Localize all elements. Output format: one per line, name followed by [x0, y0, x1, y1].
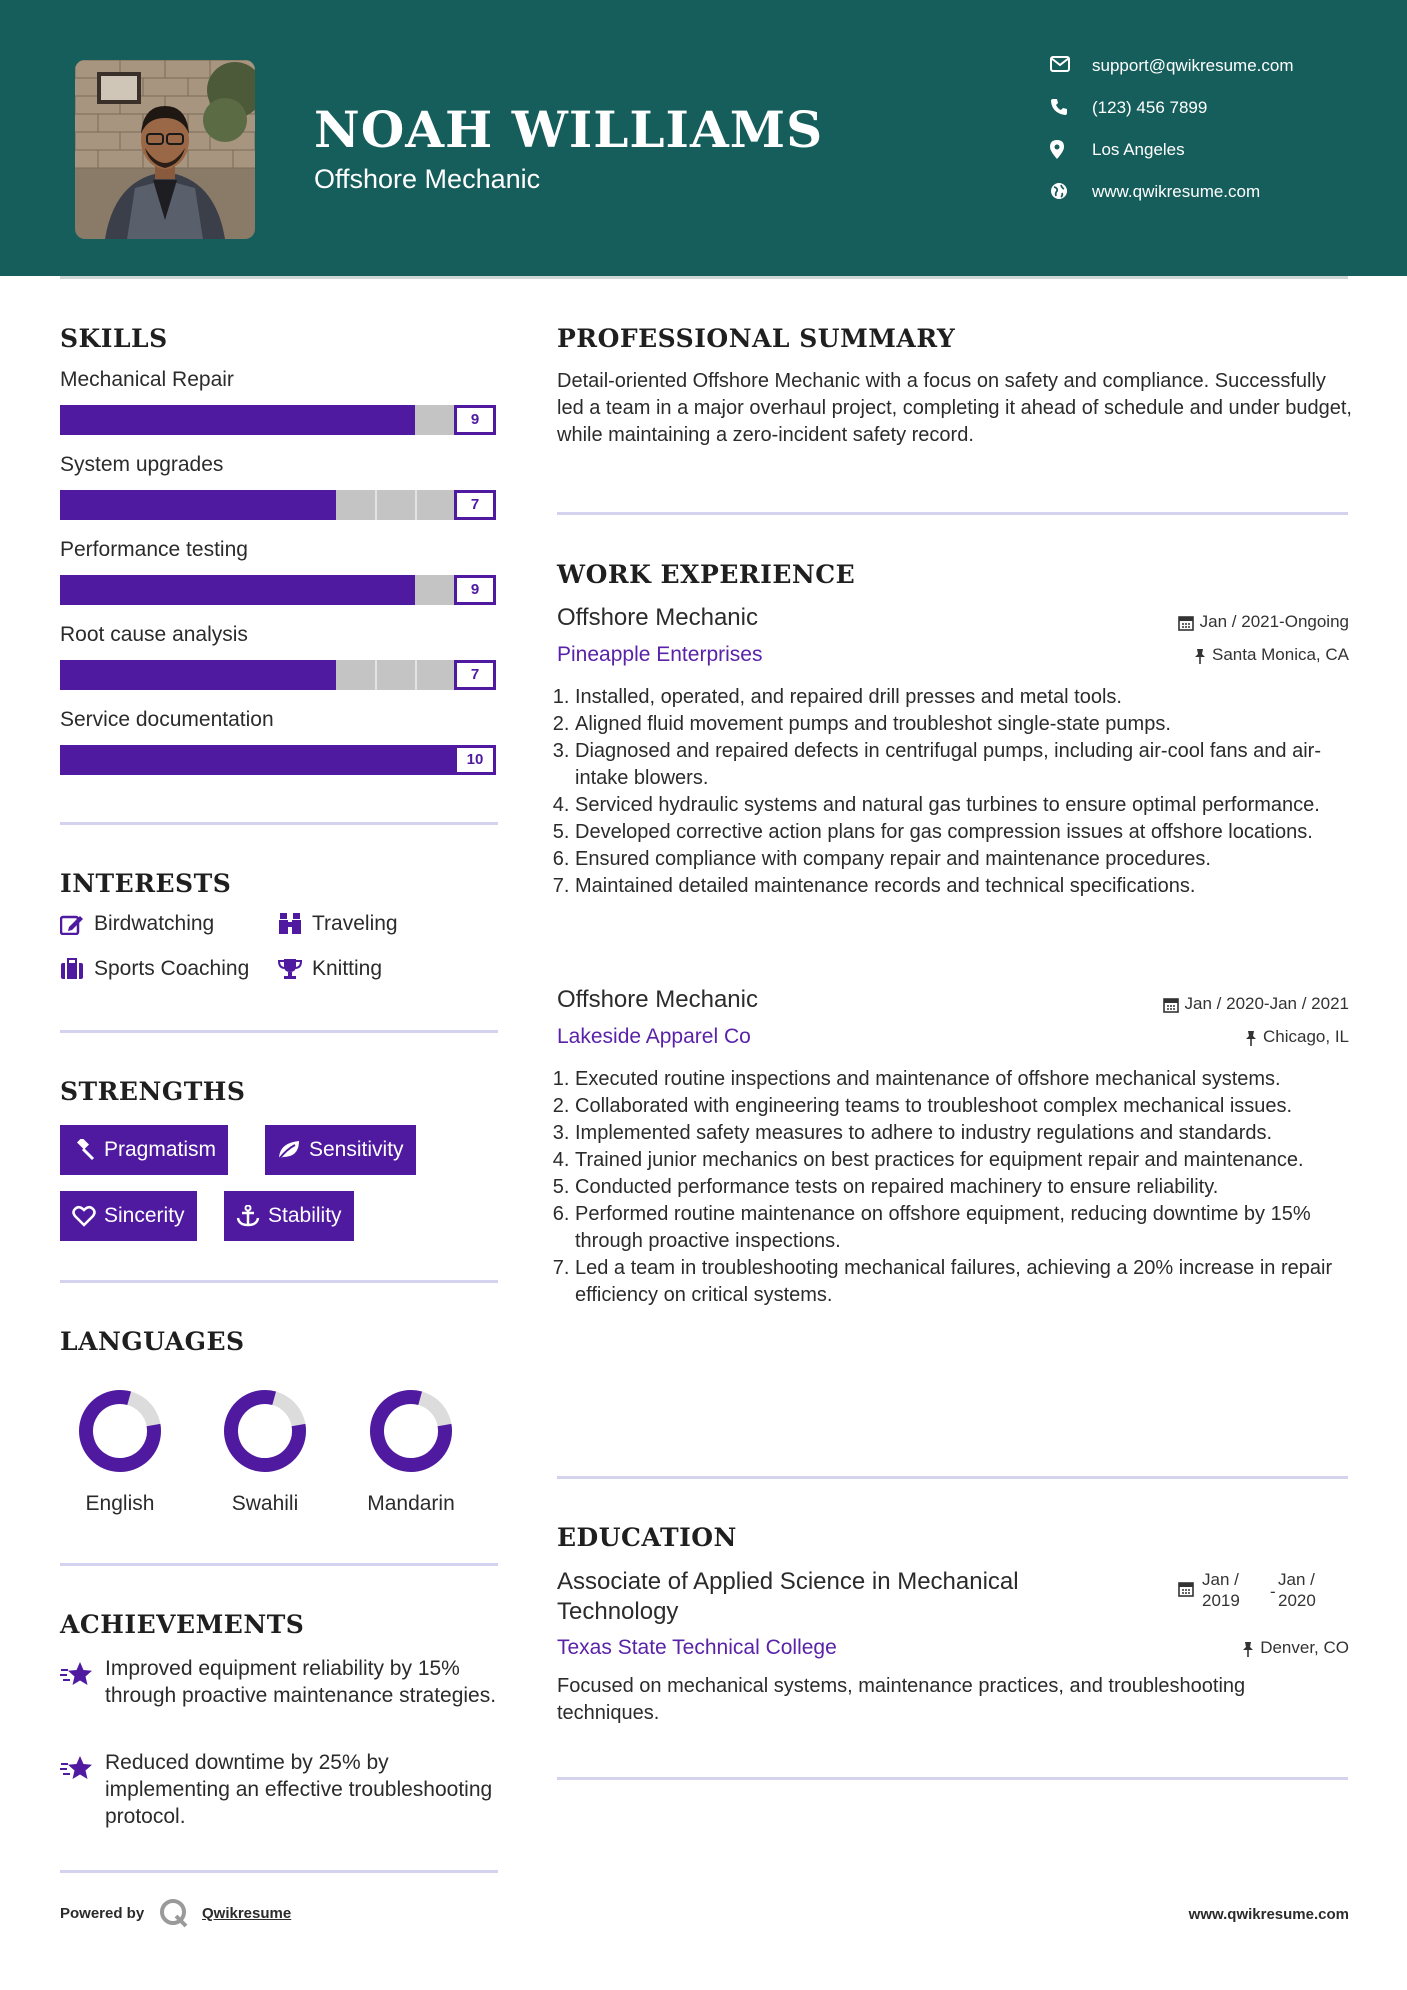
- strength-label: Pragmatism: [104, 1138, 217, 1161]
- education-start-year: 2019: [1202, 1591, 1240, 1610]
- globe-icon: [1050, 182, 1072, 202]
- interest-label: Traveling: [312, 912, 398, 935]
- contact-location: [1050, 140, 1350, 160]
- powered-by-text: Powered by: [60, 1905, 145, 1922]
- skill-level-badge: 9: [454, 575, 496, 605]
- skill-level-badge: 7: [454, 660, 496, 690]
- skill-bar-fill: [60, 405, 415, 435]
- skill-label: Service documentation: [60, 708, 274, 731]
- strength-tag: [60, 1125, 228, 1175]
- qwikresume-logo-icon: [158, 1897, 190, 1929]
- pushpin-icon: [1194, 648, 1206, 664]
- contact-website[interactable]: [1050, 182, 1350, 202]
- language-label: English: [85, 1492, 155, 1515]
- section-divider: [60, 1030, 498, 1033]
- job-location: [1194, 645, 1349, 665]
- language-label: Mandarin: [367, 1492, 455, 1515]
- skill-bar-fill: [60, 660, 336, 690]
- strength-label: Stability: [268, 1204, 342, 1227]
- anchor-icon: [236, 1205, 260, 1227]
- contact-location-text: Los Angeles: [1092, 140, 1185, 159]
- leaf-icon: [277, 1139, 301, 1161]
- job-title: Offshore Mechanic: [557, 604, 758, 631]
- job-bullet: 1. Executed routine inspections and maintenance of offshore mechanical systems.: [575, 1066, 1352, 1093]
- footer-website-link[interactable]: www.qwikresume.com: [1188, 1906, 1349, 1923]
- pencil-icon: [60, 913, 84, 935]
- section-divider: [60, 1870, 498, 1873]
- language-ring-chart: [366, 1386, 456, 1476]
- languages-heading: LANGUAGES: [60, 1327, 245, 1356]
- skill-level-badge: 9: [454, 405, 496, 435]
- job-bullets: [557, 1066, 1352, 1309]
- section-divider: [60, 1563, 498, 1566]
- language-ring: [75, 1386, 165, 1481]
- language-ring-chart: [220, 1386, 310, 1476]
- education-location: [1242, 1638, 1349, 1658]
- section-divider: [60, 1280, 498, 1283]
- education-heading: EDUCATION: [557, 1523, 737, 1552]
- skill-bar-segment: [375, 490, 377, 520]
- skill-bar: [60, 490, 496, 520]
- job-bullet: 6. Performed routine maintenance on offshore equipment, reducing downtime by 15% through proactive inspections.: [575, 1201, 1352, 1255]
- section-divider: [60, 822, 498, 825]
- summary-text: Detail-oriented Offshore Mechanic with a focus on safety and compliance. Successfully led a team in a major overhaul project, completing it ahead of schedule and under budget, while maintaining a zero-incident safety record.: [557, 370, 1352, 446]
- interests-heading: INTERESTS: [60, 869, 232, 898]
- interest-item: [60, 957, 249, 981]
- skill-label: Performance testing: [60, 538, 248, 561]
- contact-phone[interactable]: [1050, 98, 1350, 118]
- envelope-icon: [1050, 56, 1072, 76]
- interest-item: [278, 912, 398, 936]
- strength-tag: [60, 1191, 197, 1241]
- contact-email-text: support@qwikresume.com: [1092, 56, 1294, 75]
- skill-label: Root cause analysis: [60, 623, 248, 646]
- education-end-year: 2020: [1278, 1591, 1316, 1610]
- star-icon: [60, 1661, 94, 1687]
- skill-label: System upgrades: [60, 453, 224, 476]
- job-bullet: 3. Implemented safety measures to adhere to industry regulations and standards.: [575, 1120, 1352, 1147]
- job-bullet: 1. Installed, operated, and repaired drill presses and metal tools.: [575, 684, 1352, 711]
- strengths-heading: STRENGTHS: [60, 1077, 246, 1106]
- briefcase-icon: [60, 958, 84, 980]
- strength-tag: [265, 1125, 416, 1175]
- job-dates-text: Jan / 2020-Jan / 2021: [1184, 994, 1349, 1013]
- skill-bar-segment: [415, 660, 417, 690]
- job-dates-text: Jan / 2021-Ongoing: [1199, 612, 1349, 631]
- education-date-separator: -: [1270, 1582, 1276, 1601]
- pushpin-icon: [1242, 1641, 1254, 1657]
- job-bullets: [557, 684, 1352, 900]
- skill-level-badge: 10: [454, 745, 496, 775]
- calendar-icon: [1178, 615, 1194, 631]
- education-end-month: Jan /: [1278, 1570, 1315, 1589]
- achievement-text: Reduced downtime by 25% by implementing an effective troubleshooting protocol.: [105, 1751, 493, 1828]
- interest-label: Knitting: [312, 957, 383, 980]
- phone-icon: [1050, 98, 1072, 118]
- job-bullet: 2. Aligned fluid movement pumps and troubleshot single-state pumps.: [575, 711, 1352, 738]
- company-name: Lakeside Apparel Co: [557, 1025, 751, 1048]
- interest-item: [278, 957, 382, 981]
- experience-heading: WORK EXPERIENCE: [557, 560, 856, 589]
- job-bullet: 6. Ensured compliance with company repair and maintenance procedures.: [575, 846, 1352, 873]
- candidate-role: Offshore Mechanic: [314, 164, 541, 194]
- degree-title: Associate of Applied Science in Mechanical Technology: [557, 1568, 1019, 1625]
- job-dates: [1163, 994, 1349, 1014]
- summary-heading: PROFESSIONAL SUMMARY: [557, 324, 956, 353]
- language-ring: [366, 1386, 456, 1481]
- job-bullet: 4. Serviced hydraulic systems and natural gas turbines to ensure optimal performance.: [575, 792, 1352, 819]
- skill-bar-fill: [60, 490, 336, 520]
- interest-label: Sports Coaching: [94, 957, 250, 980]
- education-start-month: Jan /: [1202, 1570, 1239, 1589]
- language-ring-chart: [75, 1386, 165, 1476]
- achievement-text: Improved equipment reliability by 15% through proactive maintenance strategies.: [105, 1657, 497, 1707]
- candidate-name: NOAH WILLIAMS: [314, 100, 824, 159]
- calendar-icon: [1163, 997, 1179, 1013]
- education-description: Focused on mechanical systems, maintenance practices, and troubleshooting techniques.: [557, 1675, 1246, 1724]
- school-name: Texas State Technical College: [557, 1636, 837, 1659]
- skill-bar: [60, 660, 496, 690]
- skill-bar: [60, 405, 496, 435]
- job-title: Offshore Mechanic: [557, 986, 758, 1013]
- strength-label: Sensitivity: [309, 1138, 404, 1161]
- job-dates: [1178, 612, 1349, 632]
- contact-phone-text: (123) 456 7899: [1092, 98, 1208, 117]
- language-label: Swahili: [231, 1492, 299, 1515]
- header-divider: [60, 276, 1348, 279]
- pushpin-icon: [1245, 1030, 1257, 1046]
- education-location-text: Denver, CO: [1260, 1638, 1349, 1657]
- section-divider: [557, 1476, 1348, 1479]
- language-ring: [220, 1386, 310, 1481]
- gavel-icon: [72, 1139, 96, 1161]
- job-bullet: 3. Diagnosed and repaired defects in centrifugal pumps, including air-cool fans and air-intake blowers.: [575, 738, 1352, 792]
- calendar-icon: [1178, 1581, 1194, 1597]
- skill-bar: [60, 575, 496, 605]
- job-location-text: Chicago, IL: [1263, 1027, 1349, 1046]
- contact-website-text: www.qwikresume.com: [1092, 182, 1261, 201]
- job-location-text: Santa Monica, CA: [1211, 645, 1349, 664]
- star-icon: [60, 1755, 94, 1781]
- job-bullet: 7. Led a team in troubleshooting mechanical failures, achieving a 20% increase in repair efficiency on critical systems.: [575, 1255, 1352, 1309]
- skill-bar-segment: [415, 490, 417, 520]
- trophy-icon: [278, 958, 302, 980]
- skill-label: Mechanical Repair: [60, 368, 234, 391]
- job-bullet: 7. Maintained detailed maintenance records and technical specifications.: [575, 873, 1352, 900]
- skill-bar: [60, 745, 496, 775]
- job-bullet: 5. Developed corrective action plans for gas compression issues at offshore locations.: [575, 819, 1352, 846]
- company-name: Pineapple Enterprises: [557, 643, 763, 666]
- contact-email[interactable]: [1050, 56, 1350, 76]
- skills-heading: SKILLS: [60, 324, 168, 353]
- qwikresume-link[interactable]: Qwikresume: [202, 1905, 292, 1922]
- interest-item: [60, 912, 214, 936]
- skill-bar-fill: [60, 575, 415, 605]
- heart-icon: [72, 1205, 96, 1227]
- job-bullet: 5. Conducted performance tests on repaired machinery to ensure reliability.: [575, 1174, 1352, 1201]
- map-pin-icon: [1050, 140, 1072, 160]
- section-divider: [557, 512, 1348, 515]
- binoculars-icon: [278, 913, 302, 935]
- job-bullet: 4. Trained junior mechanics on best practices for equipment repair and maintenance.: [575, 1147, 1352, 1174]
- job-location: [1245, 1027, 1349, 1047]
- strength-tag: [224, 1191, 354, 1241]
- skill-level-badge: 7: [454, 490, 496, 520]
- achievements-heading: ACHIEVEMENTS: [60, 1610, 305, 1639]
- section-divider: [557, 1777, 1348, 1780]
- skill-bar-fill: [60, 745, 454, 775]
- interest-label: Birdwatching: [94, 912, 215, 935]
- skill-bar-segment: [375, 660, 377, 690]
- strength-label: Sincerity: [104, 1204, 185, 1227]
- job-bullet: 2. Collaborated with engineering teams to troubleshoot complex mechanical issues.: [575, 1093, 1352, 1120]
- profile-photo: [75, 60, 255, 239]
